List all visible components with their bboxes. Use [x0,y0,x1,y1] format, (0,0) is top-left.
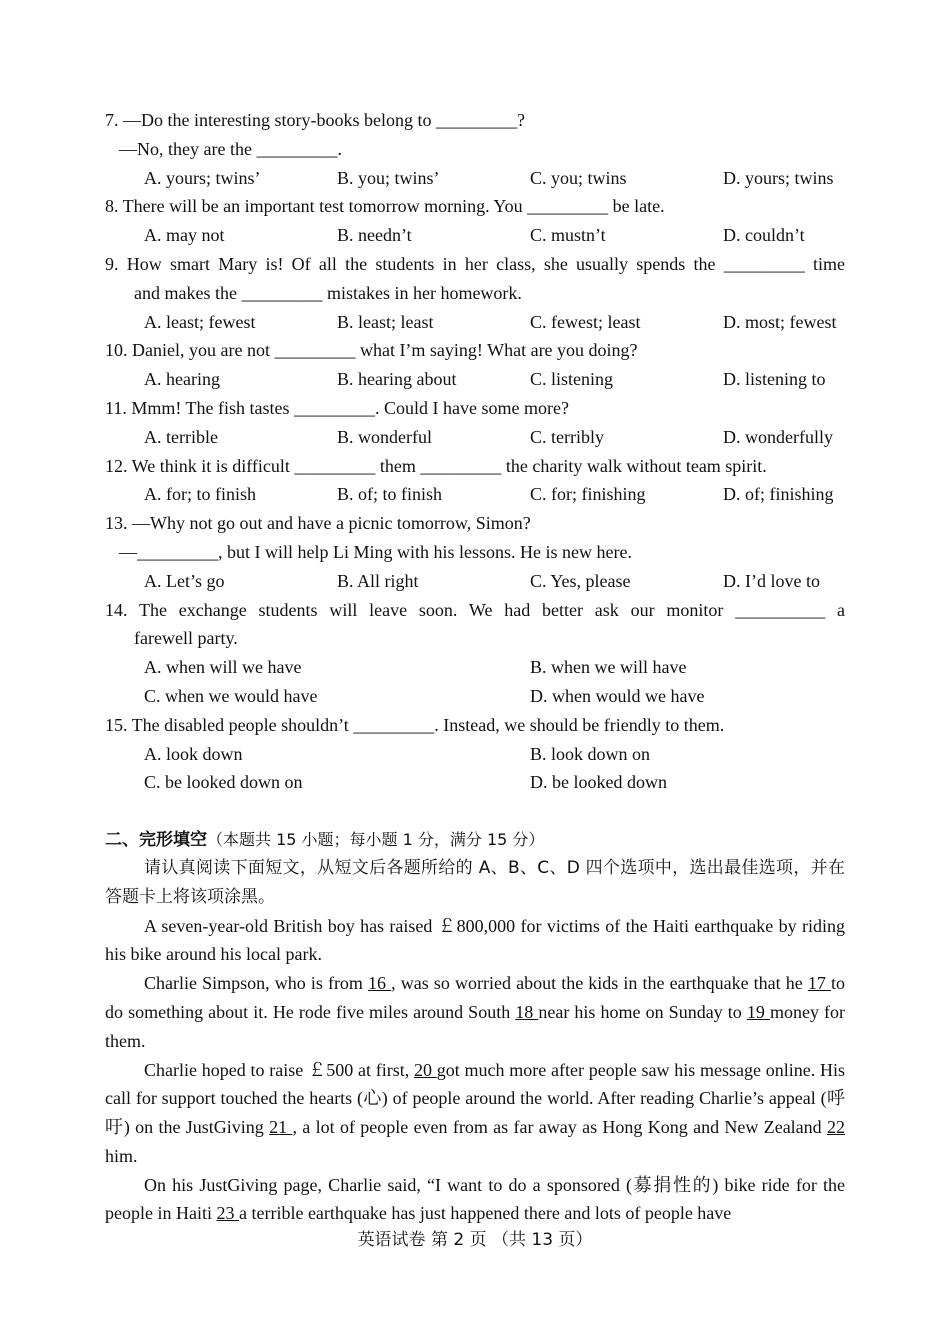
blank-21[interactable]: 21 [269,1117,293,1138]
passage-paragraph-1: A seven-year-old British boy has raised ￡800,000 for victims of the Haiti earthquake by riding his bike around his local park. [105,915,845,965]
question-text: 14. The exchange students will leave soon. We had better ask our monitor __________ a [105,599,845,620]
question-text: 9. How smart Mary is! Of all the students in her class, she usually spends the _________ time [105,253,845,274]
passage-text: , a lot of people even from as far away as Hong Kong and New Zealand [292,1117,827,1138]
question-text: 15. The disabled people shouldn’t _________. Instead, we should be friendly to them. [105,714,725,735]
option-c[interactable]: C. fewest; least [530,311,641,332]
options-row [105,653,845,682]
options-row [105,308,845,337]
question-text: farewell party. [134,628,238,649]
passage-text: , was so worried about the kids in the earthquake that he [391,973,808,994]
option-c[interactable]: C. terribly [530,426,604,447]
options-row [105,682,845,711]
question-text: 7. —Do the interesting story-books belong to _________? [105,110,525,130]
blank-16[interactable]: 16 [368,973,392,994]
passage-text: got much more after people saw his message online. His call for support touched the hearts (心) of people around the world. After reading Charlie’s appeal (呼吁) on the JustGiving [105,1059,846,1138]
section-title [105,825,845,854]
passage-paragraph-4 [105,1171,845,1229]
passage-text: him. [105,1145,138,1166]
section-instruction: 请认真阅读下面短文，从短文后各题所给的 A、B、C、D 四个选项中，选出最佳选项，并在答题卡上将该项涂黑。 [105,857,845,907]
section-scoring-note: （本题共 15 小题；每小题 1 分，满分 15 分） [207,830,545,850]
option-c[interactable]: C. Yes, please [530,570,631,591]
question-13 [105,509,845,595]
question-15 [105,711,845,797]
options-row [105,768,845,797]
options-row [105,221,845,250]
passage-text: near his home on Sunday to [538,1001,747,1022]
option-b[interactable]: B. when we will have [530,657,687,678]
option-b[interactable]: B. All right [337,570,419,591]
question-12 [105,452,845,510]
options-row [105,480,845,509]
blank-20[interactable]: 20 [414,1059,437,1080]
page-footer: 英语试卷 第 2 页 （共 13 页） [357,1230,593,1250]
option-c[interactable]: C. when we would have [144,685,318,706]
question-8 [105,192,845,250]
passage-text: On his JustGiving page, Charlie said, “I want to do a sponsored (募捐性的) bike ride for the people in Haiti [105,1174,845,1224]
option-d[interactable]: D. couldn’t [723,225,805,246]
option-a[interactable]: A. yours; twins’ [144,167,261,188]
question-text: 11. Mmm! The fish tastes _________. Could I have some more? [105,397,569,418]
passage-text: money for them. [105,1001,846,1051]
option-c[interactable]: C. for; finishing [530,484,646,505]
option-b[interactable]: B. needn’t [337,225,412,246]
passage-paragraph-3 [105,1056,845,1171]
option-d[interactable]: D. of; finishing [723,484,834,505]
option-b[interactable]: B. of; to finish [337,484,443,505]
question-10 [105,336,845,394]
option-c[interactable]: C. listening [530,369,614,390]
blank-17[interactable]: 17 [807,973,832,994]
section-gap [105,797,845,825]
option-d[interactable]: D. wonderfully [723,426,833,447]
blank-19[interactable]: 19 [746,1001,770,1022]
options-row [105,740,845,769]
option-d[interactable]: D. I’d love to [723,570,820,591]
blank-23[interactable]: 23 [216,1203,239,1224]
options-row [105,423,845,452]
passage-paragraph-2 [105,969,845,1055]
option-d[interactable]: D. most; fewest [723,311,837,332]
blank-18[interactable]: 18 [515,1001,539,1022]
option-d[interactable]: D. be looked down [530,772,667,793]
option-c[interactable]: C. mustn’t [530,225,606,246]
passage-text: a terrible earthquake has just happened there and lots of people have [238,1203,732,1224]
option-a[interactable]: A. look down [144,743,243,764]
option-a[interactable]: A. when will we have [144,657,302,678]
option-b[interactable]: B. wonderful [337,426,432,447]
question-text: 8. There will be an important test tomorrow morning. You _________ be late. [105,196,665,217]
exam-page [105,106,845,1228]
option-b[interactable]: B. look down on [530,743,651,764]
question-text: and makes the _________ mistakes in her homework. [134,282,522,303]
section-heading: 二、完形填空 [105,830,207,851]
question-text: 10. Daniel, you are not _________ what I’m saying! What are you doing? [105,340,638,361]
question-text: 13. —Why not go out and have a picnic tomorrow, Simon? [105,513,531,534]
question-11 [105,394,845,452]
question-text: —No, they are the _________. [119,138,342,159]
question-14 [105,596,845,711]
options-row [105,365,845,394]
option-a[interactable]: A. for; to finish [144,484,256,505]
option-d[interactable]: D. listening to [723,369,826,390]
option-a[interactable]: A. may not [144,225,225,246]
passage-text: Charlie Simpson, who is from [144,973,369,994]
options-row [105,567,845,596]
option-a[interactable]: A. Let’s go [144,570,225,591]
option-d[interactable]: D. when would we have [530,685,705,706]
option-b[interactable]: B. you; twins’ [337,167,440,188]
question-9 [105,250,845,336]
question-text: —_________, but I will help Li Ming with his lessons. He is new here. [119,541,632,562]
option-c[interactable]: C. you; twins [530,167,627,188]
option-c[interactable]: C. be looked down on [144,772,303,793]
blank-22[interactable]: 22 [827,1117,845,1138]
option-b[interactable]: B. least; least [337,311,434,332]
option-a[interactable]: A. least; fewest [144,311,256,332]
passage-text: Charlie hoped to raise ￡500 at first, [144,1059,415,1080]
options-row [105,164,845,193]
question-7 [105,106,845,192]
option-b[interactable]: B. hearing about [337,369,457,390]
passage-text: to do something about it. He rode five miles around South [105,973,846,1022]
option-d[interactable]: D. yours; twins [723,167,834,188]
option-a[interactable]: A. hearing [144,369,220,390]
question-text: 12. We think it is difficult _________ them _________ the charity walk without team spirit. [105,455,767,476]
option-a[interactable]: A. terrible [144,426,218,447]
